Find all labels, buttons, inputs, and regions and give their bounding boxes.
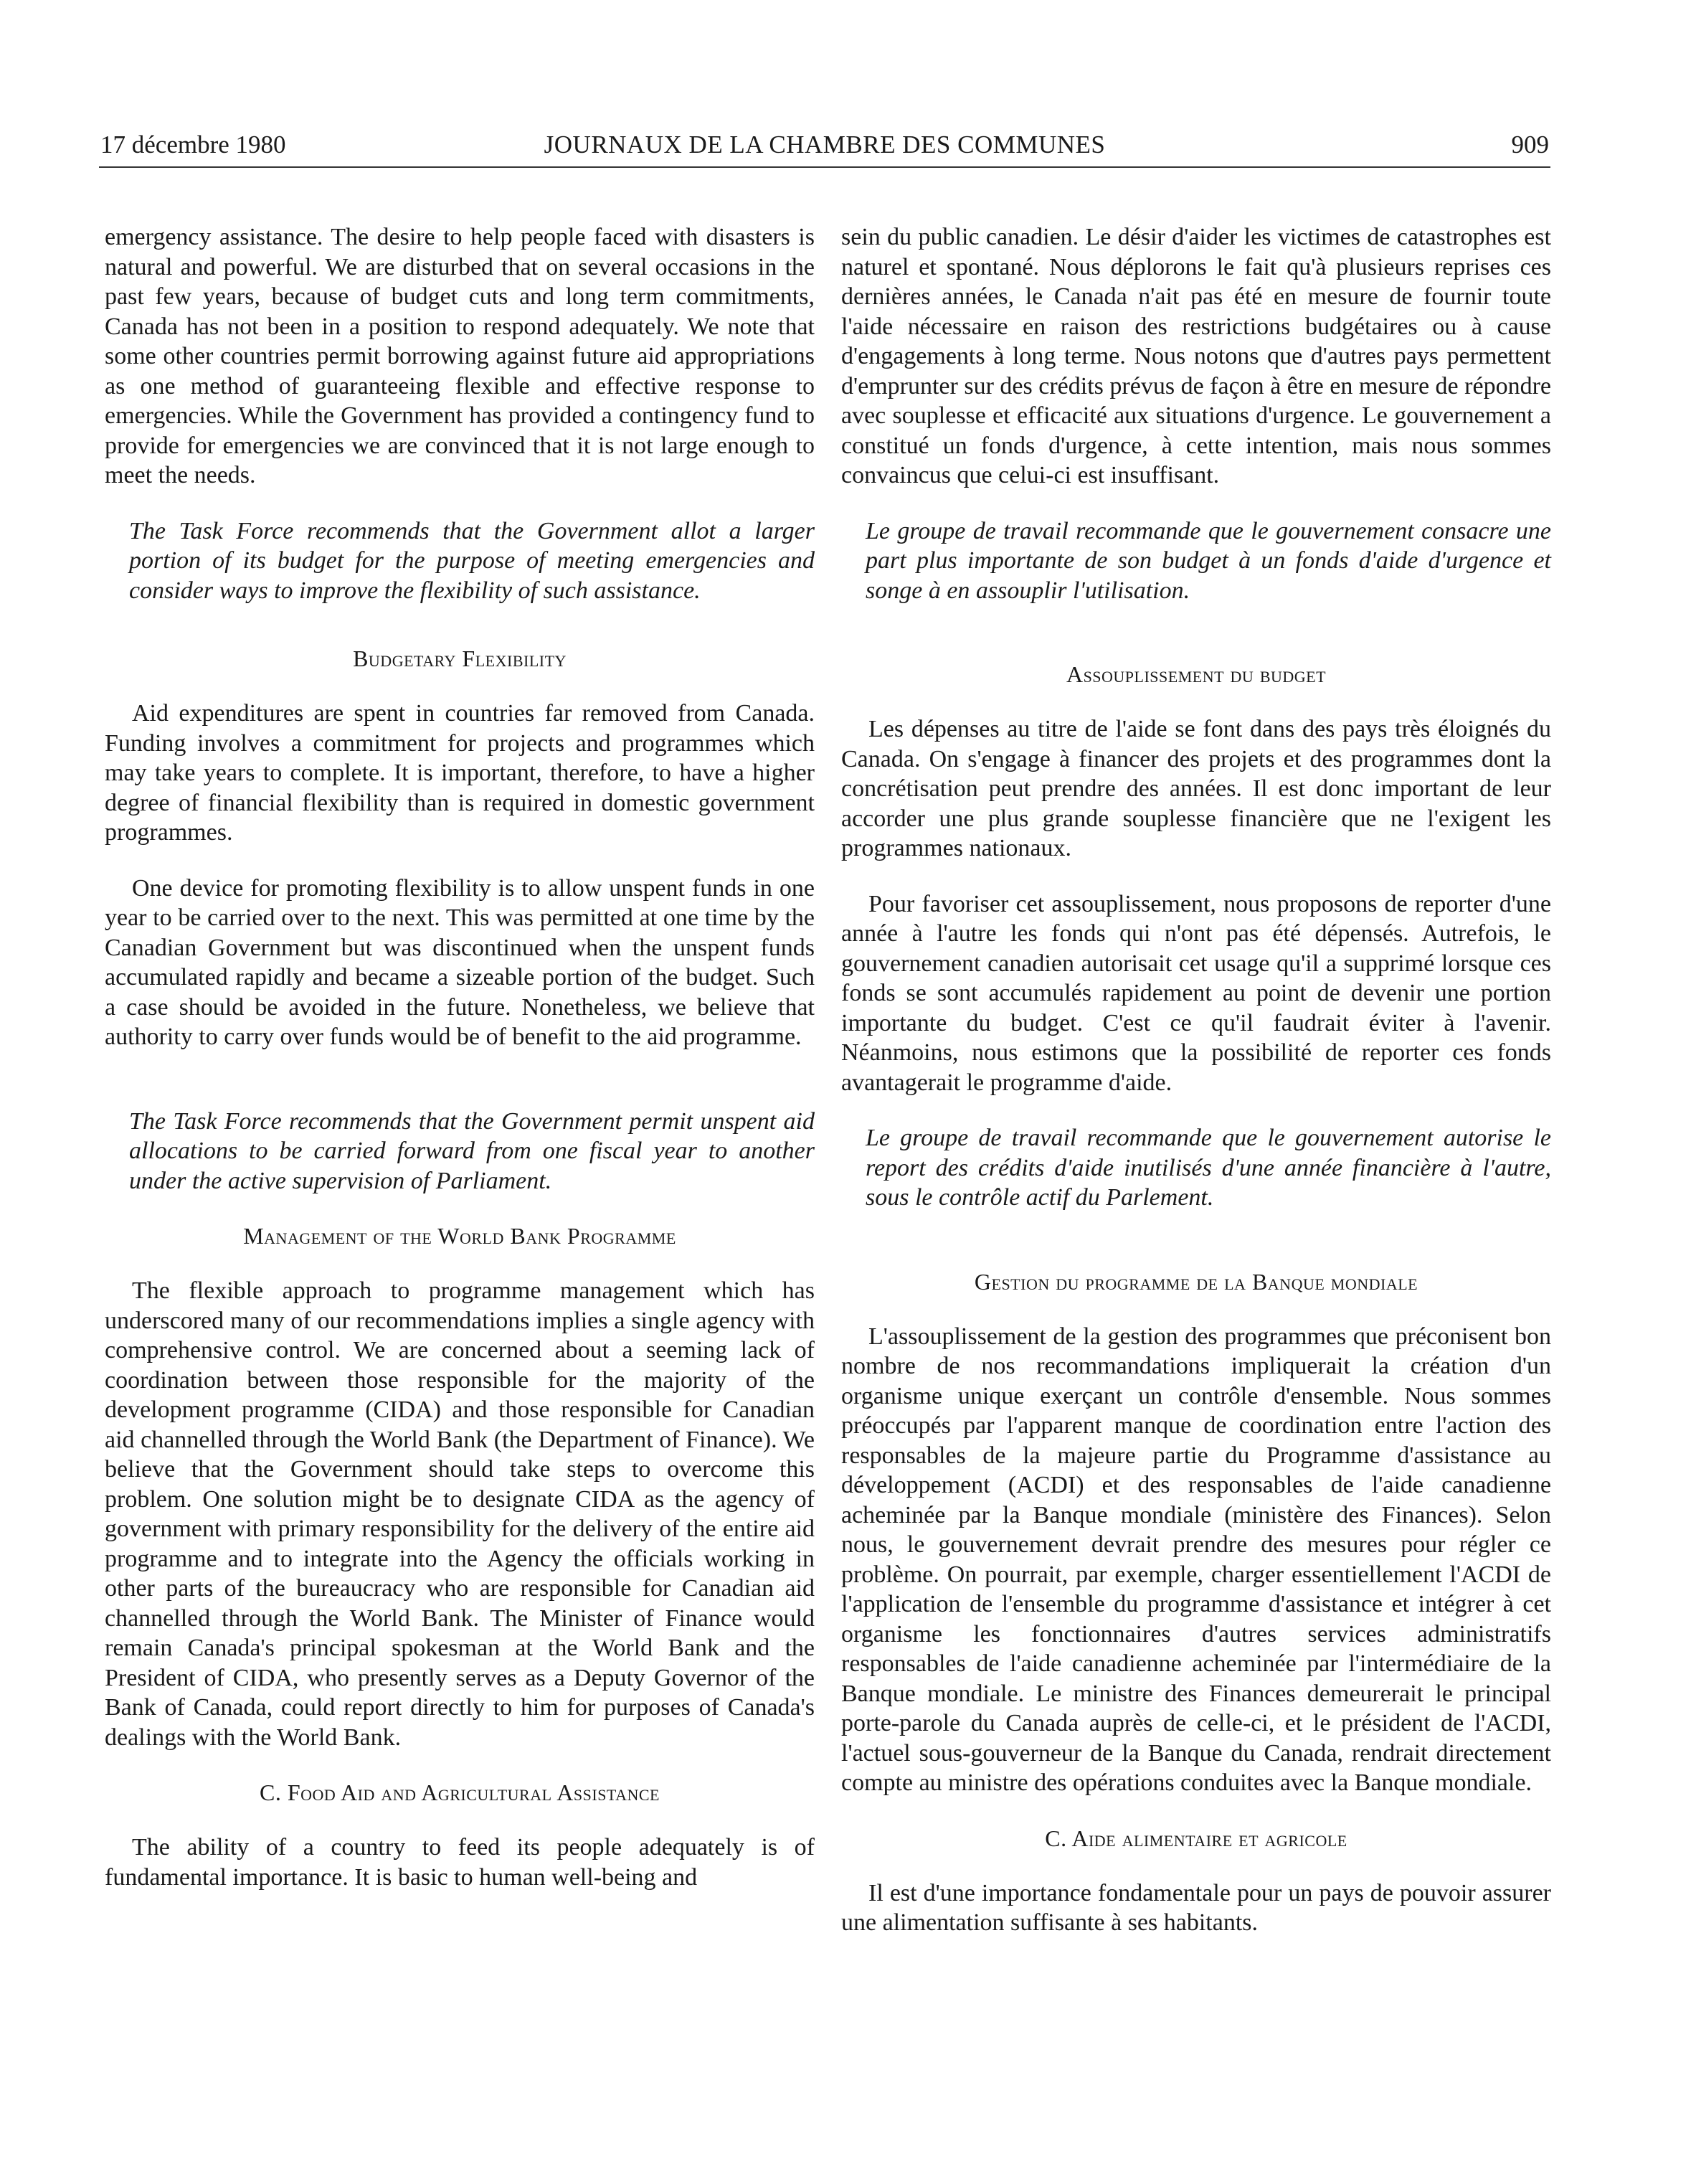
heading-world-bank: Management of the World Bank Programme [243, 1223, 676, 1249]
recommandation-report: Le groupe de travail recommande que le gouvernement autorise le report des crédits d'aide inutilisés d'une année financière à l'autre, sous le contrôle actif du Parlement. [866, 1125, 1551, 1211]
paragraph-aide-urgence: sein du public canadien. Le désir d'aider les victimes de catastrophes est naturel et spontané. Nous déplorons le fait qu'à plusieurs reprises ces dernières années, le Canada n'ait pas été en mesure de fournir toute l'aide nécessaire en raison des restrictions budgétaires ou à cause d'engagements à long terme. Nous notons que d'autres pays permettent d'emprunter sur des crédits prévus de façon à être en mesure de répondre avec souplesse et efficacité aux situations d'urgence. Le gouvernement a constitué un fonds d'urgence, à cette intention, mais nous sommes convaincus que celui-ci est insuffisant. [841, 224, 1551, 488]
heading-budgetary-flexibility: Budgetary Flexibility [353, 646, 567, 671]
paragraph-emergency-assistance: emergency assistance. The desire to help people faced with disasters is natural and powerful. We are disturbed that on several occasions in the past few years, because of budget cuts and long term commitments, Canada has not been in a position to respond adequately. We note that some other countries permit borrowing against future aid appropriations as one method of guaranteeing flexible and effective response to emergencies. While the Government has provided a contingency fund to provide for emergencies we are convinced that it is not large enough to meet the needs. [105, 224, 815, 488]
titre-aide-alimentaire: C. Aide alimentaire et agricole [1045, 1825, 1347, 1851]
titre-banque-mondiale: Gestion du programme de la Banque mondiale [974, 1268, 1418, 1295]
paragraph-food-aid: The ability of a country to feed its people adequately is of fundamental importance. It is basic to human well-being and [105, 1834, 815, 1891]
recommendation-emergency: The Task Force recommends that the Government allot a larger portion of its budget for the purpose of meeting emergencies and consider ways to improve the flexibility of such assistance. [129, 517, 815, 604]
titre-assouplissement-budget: Assouplissement du budget [1066, 661, 1327, 687]
recommandation-urgence: Le groupe de travail recommande que le gouvernement consacre une part plus importante de son budget à un fonds d'aide d'urgence et songe à en assouplir l'utilisation. [866, 517, 1551, 604]
page-number: 909 [1511, 131, 1549, 159]
paragraph-report-fonds: Pour favoriser cet assouplissement, nous proposons de reporter d'une année à l'autre les fonds qui n'ont pas été dépensés. Autrefois, le gouvernement canadien autorisait cet usage qu'il a supprimé lorsque ces fonds se sont accumulés rapidement au point de devenir une portion importante du budget. C'est ce qu'il faudrait éviter à l'avenir. Néanmoins, nous estimons que la possibilité de reporter ces fonds avantagerait le programme d'aide. [841, 890, 1551, 1096]
paragraph-depenses-aide: Les dépenses au titre de l'aide se font dans des pays très éloignés du Canada. On s'engage à financer des projets et des programmes dont la concrétisation peut prendre des années. Il est donc important de leur accorder une plus grande souplesse financière que ne l'exigent les programmes nationaux. [841, 716, 1551, 861]
paragraph-world-bank: The flexible approach to programme management which has underscored many of our recommendations implies a single agency with comprehensive control. We are concerned about a seeming lack of coordination between those responsible for the majority of the development programme (CIDA) and those responsible for Canadian aid channelled through the World Bank (the Department of Finance). We believe that the Government should take steps to overcome this problem. One solution might be to designate CIDA as the agency of government with primary responsibility for the delivery of the entire aid programme and to integrate into the Agency the officials working in other parts of the bureaucracy who are responsible for Canadian aid channelled through the World Bank. The Minister of Finance would remain Canada's principal spokesman at the World Bank and the President of CIDA, who presently serves as a Deputy Governor of the Bank of Canada, could report directly to him for purposes of Canada's dealings with the World Bank. [105, 1277, 815, 1751]
paragraph-banque-mondiale: L'assouplissement de la gestion des programmes que préconisent bon nombre de nos recommandations impliquerait la création d'un organisme unique exerçant un contrôle d'ensemble. Nous sommes préoccupés par l'apparent manque de coordination entre l'action des responsables de la majeure partie du Programme d'assistance au développement (ACDI) et des responsables de l'aide canadienne acheminée par la Banque mondiale (ministère des Finances). Selon nous, le gouvernement devrait prendre des mesures pour régler ce problème. On pourrait, par exemple, charger essentiellement l'ACDI de l'application de l'ensemble du programme d'assistance et intégrer à cet organisme les fonctionnaires d'autres services administratifs responsables de l'aide canadienne acheminée par l'intermédiaire de la Banque mondiale. Le ministre des Finances demeurerait le principal porte-parole du Canada auprès de celle-ci, et le président de l'ACDI, l'actuel sous-gouverneur de la Banque du Canada, rendrait directement compte au ministre des opérations conduites avec la Banque mondiale. [841, 1323, 1551, 1796]
paragraph-aid-expenditures: Aid expenditures are spent in countries far removed from Canada. Funding involves a commitment for projects and programmes which may take years to complete. It is important, therefore, to have a higher degree of financial flexibility than is required in domestic government programmes. [105, 700, 815, 846]
header-date: 17 décembre 1980 [100, 131, 286, 159]
english-column [105, 222, 815, 1892]
page-header [99, 123, 1550, 168]
header-title: JOURNAUX DE LA CHAMBRE DES COMMUNES [544, 131, 1106, 159]
recommendation-carry-forward: The Task Force recommends that the Government permit unspent aid allocations to be carried forward from one fiscal year to another under the active supervision of Parliament. [129, 1107, 815, 1194]
paragraph-carry-over: One device for promoting flexibility is to allow unspent funds in one year to be carried over to the next. This was permitted at one time by the Canadian Government but was discontinued when the unspent funds accumulated rapidly and became a sizeable portion of the budget. Such a case should be avoided in the future. Nonetheless, we believe that authority to carry over funds would be of benefit to the aid programme. [105, 874, 815, 1050]
paragraph-aide-alimentaire: Il est d'une importance fondamentale pour un pays de pouvoir assurer une alimentation suffisante à ses habitants. [841, 1879, 1551, 1936]
french-column [841, 222, 1551, 1938]
heading-food-aid: C. Food Aid and Agricultural Assistance [259, 1779, 660, 1805]
